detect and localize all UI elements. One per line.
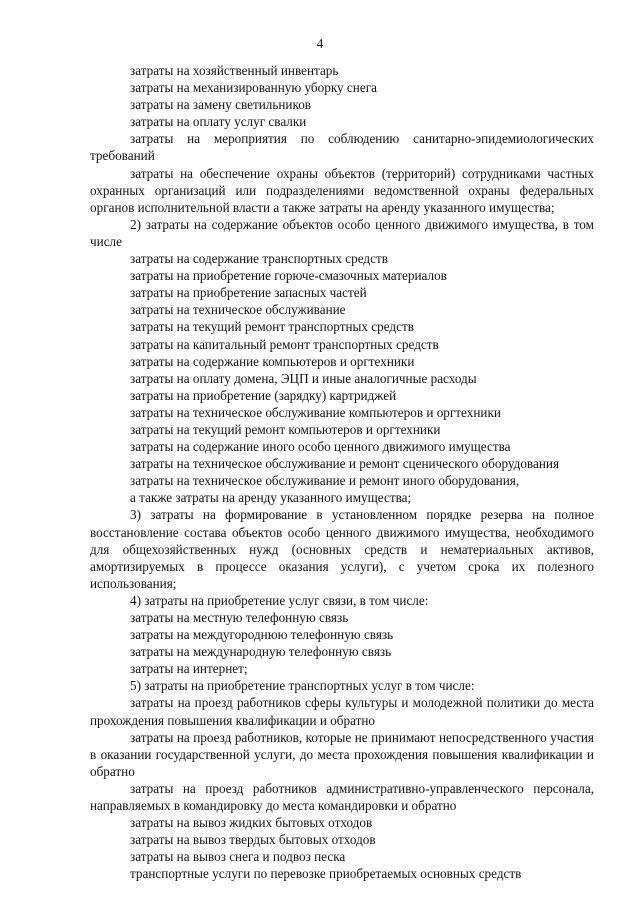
paragraph: затраты на хозяйственный инвентарь [130,63,339,78]
paragraph: затраты на проезд работников, которые не принимают непосредственного участия в оказании государственной услуги, до места прохождения повышения квалификации и обратно [90,729,594,779]
paragraph: затраты на интернет; [130,661,248,677]
paragraph: затраты на международную телефонную связь [130,644,392,660]
paragraph: затраты на обеспечение охраны объектов (территорий) сотрудниками частных охранных организаций или подразделениями ведомственной охраны федеральных органов исполнительной власти а также затраты на аренду указанного имущества; [90,165,594,215]
paragraph: затраты на вывоз твердых бытовых отходов [130,832,376,848]
paragraph: затраты на замену светильников [130,97,312,113]
paragraph: затраты на содержание транспортных средств [130,251,388,267]
paragraph: затраты на техническое обслуживание [130,302,346,318]
paragraph: затраты на местную телефонную связь [130,610,349,625]
paragraph: транспортные услуги по перевозке приобретаемых основных средств [130,866,522,882]
paragraph: 5) затраты на приобретение транспортных услуг в том числе: [130,678,475,694]
paragraph: затраты на содержание компьютеров и оргтехники [130,353,415,369]
paragraph: а также затраты на аренду указанного имущества; [130,490,412,506]
paragraph: затраты на оплату домена, ЭЦП и иные аналогичные расходы [130,370,477,386]
paragraph: затраты на механизированную уборку снега [130,80,377,96]
paragraph: затраты на техническое обслуживание и ремонт иного оборудования, [130,473,520,489]
paragraph: затраты на приобретение (зарядку) картриджей [130,387,397,403]
paragraph: затраты на мероприятия по соблюдению санитарно-эпидемиологических требований [90,131,594,164]
paragraph: затраты на капитальный ремонт транспортных средств [130,336,439,352]
document-body [90,62,594,883]
paragraph: 4) затраты на приобретение услуг связи, в том числе: [130,592,429,608]
paragraph: затраты на приобретение запасных частей [130,285,367,301]
paragraph: затраты на междугороднюю телефонную связь [130,627,394,643]
paragraph: затраты на оплату услуг свалки [130,114,307,130]
paragraph: затраты на текущий ремонт компьютеров и оргтехники [130,421,441,437]
paragraph: 2) затраты на содержание объектов особо ценного движимого имущества, в том числе [90,216,594,249]
paragraph: затраты на содержание иного особо ценного движимого имущества [130,439,511,455]
paragraph: затраты на техническое обслуживание и ремонт сценического оборудования [130,456,560,472]
paragraph: затраты на проезд работников сферы культуры и молодежной политики до места прохождения повышения квалификации и обратно [90,695,594,728]
paragraph: 3) затраты на формирование в установленном порядке резерва на полное восстановление состава объектов особо ценного движимого имущества, необходимого для общехозяйственных нужд (основных средств и нематериальных активов, амортизируемых в процессе оказания услуги), с учетом срока их полезного использования; [90,507,594,591]
paragraph: затраты на вывоз жидких бытовых отходов [130,815,373,831]
paragraph: затраты на вывоз снега и подвоз песка [130,849,346,865]
paragraph: затраты на проезд работников административно-управленческого персонала, направляемых в командировку до места командировки и обратно [90,780,594,814]
paragraph: затраты на техническое обслуживание компьютеров и оргтехники [130,404,501,420]
paragraph: затраты на текущий ремонт транспортных средств [130,319,414,335]
paragraph: затраты на приобретение горюче-смазочных материалов [130,268,447,284]
page-number: 4 [316,36,324,51]
